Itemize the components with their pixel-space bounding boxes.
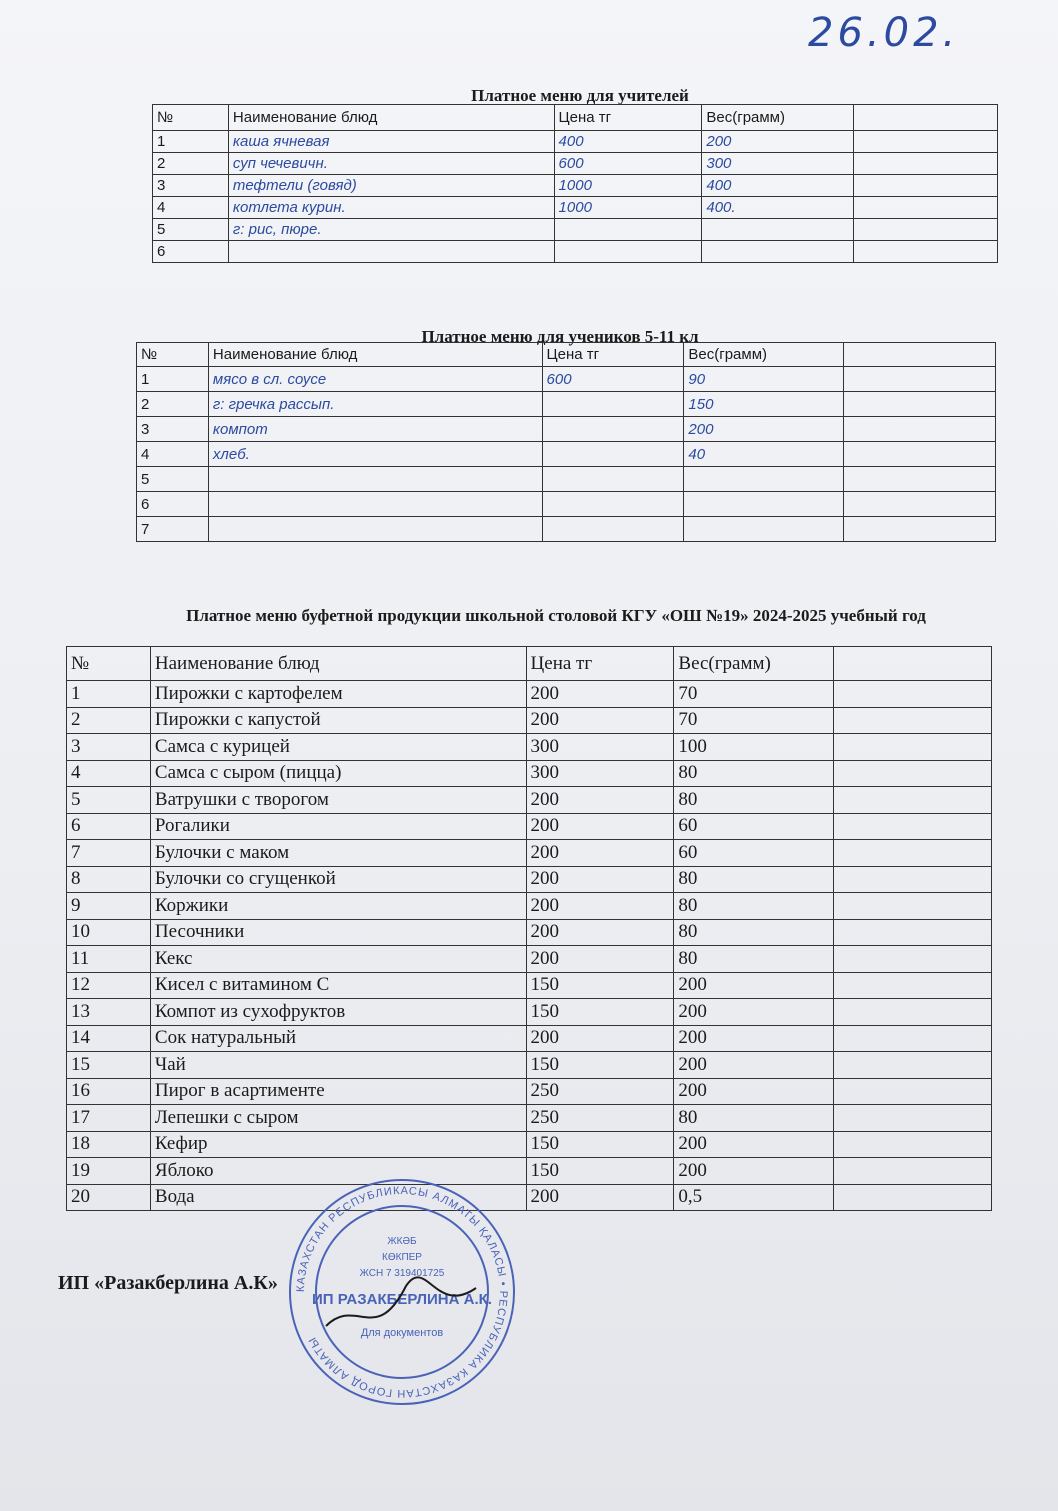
table-row (137, 492, 996, 517)
table-cell (228, 241, 554, 263)
table-row (153, 153, 998, 175)
table-cell: 5 (67, 787, 151, 814)
table-cell: Кисел с витамином С (150, 972, 526, 999)
table-cell: 100 (674, 734, 834, 761)
table-cell (834, 1131, 992, 1158)
table-row (67, 1184, 992, 1211)
table-cell (684, 517, 844, 542)
column-header: Наименование блюд (228, 105, 554, 131)
entrepreneur-signature-line: ИП «Разакберлина А.К» (58, 1272, 278, 1294)
table-cell: 200 (526, 813, 674, 840)
table-cell (554, 241, 702, 263)
table-cell (542, 492, 684, 517)
column-header: Вес(грамм) (674, 647, 834, 681)
table-cell: г: гречка рассып. (208, 392, 542, 417)
table-cell: Пирожки с капустой (150, 707, 526, 734)
students-menu-table (136, 342, 996, 542)
column-header: № (67, 647, 151, 681)
table-row (67, 919, 992, 946)
column-header (854, 105, 998, 131)
table-cell: 600 (542, 367, 684, 392)
table-cell: 200 (674, 1131, 834, 1158)
column-header: Вес(грамм) (702, 105, 854, 131)
table-cell (844, 417, 996, 442)
table-cell (684, 492, 844, 517)
table-cell (834, 840, 992, 867)
table-row (67, 760, 992, 787)
table-cell: 2 (153, 153, 229, 175)
table-cell: 2 (67, 707, 151, 734)
table-cell: Песочники (150, 919, 526, 946)
table-cell (834, 1025, 992, 1052)
table-cell: 200 (674, 1078, 834, 1105)
table-cell (844, 467, 996, 492)
table-cell: 300 (702, 153, 854, 175)
table-cell: Ватрушки с творогом (150, 787, 526, 814)
table-row (137, 442, 996, 467)
table-cell: Кекс (150, 946, 526, 973)
table-cell: 200 (526, 893, 674, 920)
table-cell (834, 893, 992, 920)
stamp-text: ЖСН 7 319401725 (359, 1268, 445, 1279)
table-cell (854, 175, 998, 197)
column-header: Цена тг (526, 647, 674, 681)
table-cell: 200 (674, 972, 834, 999)
table-row (67, 813, 992, 840)
table-cell: 80 (674, 1105, 834, 1132)
table-row (153, 241, 998, 263)
table-cell (834, 1184, 992, 1211)
table-cell: 2 (137, 392, 209, 417)
table-cell: Лепешки с сыром (150, 1105, 526, 1132)
table-cell: 200 (674, 999, 834, 1026)
table-cell (542, 442, 684, 467)
table-cell: 300 (526, 760, 674, 787)
table-cell: Самса с курицей (150, 734, 526, 761)
column-header (834, 647, 992, 681)
table-cell: 200 (526, 946, 674, 973)
table-cell: 400 (554, 131, 702, 153)
table-row (153, 131, 998, 153)
table-cell (834, 760, 992, 787)
table-cell: котлета курин. (228, 197, 554, 219)
table-cell: 4 (67, 760, 151, 787)
table-cell: 8 (67, 866, 151, 893)
table-cell (208, 467, 542, 492)
table-cell: 400 (702, 175, 854, 197)
table-cell: 200 (526, 707, 674, 734)
column-header: Наименование блюд (150, 647, 526, 681)
table-cell: 11 (67, 946, 151, 973)
stamp-text: КАЗАХСТАН РЕСПУБЛИКАСЫ АЛМАТЫ ҚАЛАСЫ • РЕСПУБЛИКА КАЗАХСТАН ГОРОД АЛМАТЫ (294, 1184, 510, 1400)
table-cell: Рогалики (150, 813, 526, 840)
table-cell (834, 1078, 992, 1105)
table-cell: 19 (67, 1158, 151, 1185)
column-header (844, 343, 996, 367)
table-row (67, 972, 992, 999)
table-cell: Пирог в асартименте (150, 1078, 526, 1105)
table-cell: 400. (702, 197, 854, 219)
table-cell: 4 (153, 197, 229, 219)
table-row (67, 1025, 992, 1052)
table-cell: Кефир (150, 1131, 526, 1158)
stamp-text: Для документов (360, 1327, 444, 1339)
table-cell: 200 (526, 866, 674, 893)
table-cell: суп чечевичн. (228, 153, 554, 175)
table-cell (834, 707, 992, 734)
buffet-menu-table (66, 646, 992, 1211)
table-cell (854, 219, 998, 241)
buffet-menu-title: Платное меню буфетной продукции школьной столовой КГУ «ОШ №19» 2024-2025 учебный год (186, 606, 926, 625)
table-cell: 1 (137, 367, 209, 392)
table-row (67, 787, 992, 814)
table-cell: 200 (526, 840, 674, 867)
teachers-menu-table (152, 104, 998, 263)
table-cell: 6 (153, 241, 229, 263)
column-header: № (137, 343, 209, 367)
table-cell: Чай (150, 1052, 526, 1079)
table-cell: каша ячневая (228, 131, 554, 153)
table-cell (844, 392, 996, 417)
table-cell: 3 (67, 734, 151, 761)
table-cell: 80 (674, 760, 834, 787)
table-cell: 150 (526, 972, 674, 999)
table-cell: 17 (67, 1105, 151, 1132)
table-row (67, 734, 992, 761)
stamp-text: КӨКПЕР (382, 1252, 422, 1263)
table-cell: Вода (150, 1184, 526, 1211)
column-header: Цена тг (542, 343, 684, 367)
table-cell (834, 972, 992, 999)
table-row (67, 1052, 992, 1079)
table-cell: 200 (526, 787, 674, 814)
table-cell: 7 (67, 840, 151, 867)
table-cell: тефтели (говяд) (228, 175, 554, 197)
table-cell: 200 (526, 1184, 674, 1211)
column-header: Вес(грамм) (684, 343, 844, 367)
company-seal-stamp (286, 1176, 518, 1408)
table-cell: Компот из сухофруктов (150, 999, 526, 1026)
table-cell: 80 (674, 787, 834, 814)
table-cell (834, 1052, 992, 1079)
table-cell: компот (208, 417, 542, 442)
table-cell (834, 946, 992, 973)
table-cell: 70 (674, 681, 834, 708)
table-row (67, 1158, 992, 1185)
table-row (67, 866, 992, 893)
table-cell: 80 (674, 866, 834, 893)
table-cell (834, 999, 992, 1026)
table-cell (834, 919, 992, 946)
table-cell: 150 (684, 392, 844, 417)
table-cell: 4 (137, 442, 209, 467)
table-cell (834, 681, 992, 708)
table-cell: 1000 (554, 197, 702, 219)
table-cell: 150 (526, 1131, 674, 1158)
table-cell (834, 1158, 992, 1185)
table-cell (542, 517, 684, 542)
table-cell: 0,5 (674, 1184, 834, 1211)
table-cell: 12 (67, 972, 151, 999)
table-cell (684, 467, 844, 492)
table-cell: Пирожки с картофелем (150, 681, 526, 708)
table-cell: 20 (67, 1184, 151, 1211)
table-cell: 250 (526, 1078, 674, 1105)
table-cell: 9 (67, 893, 151, 920)
table-cell: 200 (684, 417, 844, 442)
table-cell (542, 417, 684, 442)
table-cell: 80 (674, 946, 834, 973)
table-cell: 18 (67, 1131, 151, 1158)
teachers-menu-title: Платное меню для учителей (471, 86, 689, 105)
table-cell: Сок натуральный (150, 1025, 526, 1052)
stamp-text: ЖКӘБ (387, 1236, 417, 1247)
table-row (67, 893, 992, 920)
table-cell: 15 (67, 1052, 151, 1079)
table-cell: 7 (137, 517, 209, 542)
table-cell (208, 492, 542, 517)
table-cell (854, 197, 998, 219)
table-cell: 1 (67, 681, 151, 708)
table-cell: хлеб. (208, 442, 542, 467)
table-row (137, 392, 996, 417)
table-cell: 150 (526, 999, 674, 1026)
table-cell: 600 (554, 153, 702, 175)
table-header-row (137, 343, 996, 367)
table-cell (834, 1105, 992, 1132)
table-cell: Булочки со сгущенкой (150, 866, 526, 893)
table-cell: Самса с сыром (пицца) (150, 760, 526, 787)
table-row (153, 219, 998, 241)
table-cell: Булочки с маком (150, 840, 526, 867)
table-row (137, 517, 996, 542)
table-cell: 200 (674, 1052, 834, 1079)
table-header-row (67, 647, 992, 681)
table-cell: 13 (67, 999, 151, 1026)
table-row (67, 999, 992, 1026)
table-cell: 5 (153, 219, 229, 241)
table-cell: 60 (674, 840, 834, 867)
table-cell: 90 (684, 367, 844, 392)
table-row (67, 840, 992, 867)
table-row (153, 175, 998, 197)
table-cell (554, 219, 702, 241)
table-cell (542, 467, 684, 492)
table-cell: г: рис, пюре. (228, 219, 554, 241)
table-cell: 10 (67, 919, 151, 946)
table-row (67, 1131, 992, 1158)
table-cell: 200 (526, 1025, 674, 1052)
table-cell: мясо в сл. соусе (208, 367, 542, 392)
table-cell: 3 (137, 417, 209, 442)
table-cell (844, 367, 996, 392)
students-menu-title: Платное меню для учеников 5-11 кл (421, 327, 699, 346)
table-cell: 300 (526, 734, 674, 761)
table-cell (834, 734, 992, 761)
column-header: Цена тг (554, 105, 702, 131)
table-cell: 200 (674, 1025, 834, 1052)
table-row (67, 946, 992, 973)
table-cell: 16 (67, 1078, 151, 1105)
table-cell (854, 131, 998, 153)
table-cell (834, 866, 992, 893)
table-row (137, 467, 996, 492)
table-cell: 80 (674, 893, 834, 920)
table-cell: Яблоко (150, 1158, 526, 1185)
table-cell (702, 219, 854, 241)
table-cell: 1000 (554, 175, 702, 197)
table-cell: 6 (137, 492, 209, 517)
table-cell: 1 (153, 131, 229, 153)
table-cell: 5 (137, 467, 209, 492)
table-row (67, 1105, 992, 1132)
table-cell: 150 (526, 1158, 674, 1185)
table-header-row (153, 105, 998, 131)
table-cell: 200 (526, 919, 674, 946)
table-cell: 40 (684, 442, 844, 467)
table-cell (834, 813, 992, 840)
table-cell: 3 (153, 175, 229, 197)
table-cell: 250 (526, 1105, 674, 1132)
table-cell (542, 392, 684, 417)
table-cell: 200 (526, 681, 674, 708)
table-cell: 200 (674, 1158, 834, 1185)
table-cell (854, 241, 998, 263)
table-cell: 150 (526, 1052, 674, 1079)
table-cell: 60 (674, 813, 834, 840)
table-cell (844, 517, 996, 542)
table-cell (854, 153, 998, 175)
table-cell: 80 (674, 919, 834, 946)
table-row (67, 1078, 992, 1105)
table-cell (844, 492, 996, 517)
column-header: Наименование блюд (208, 343, 542, 367)
table-row (153, 197, 998, 219)
table-row (137, 417, 996, 442)
table-cell: 6 (67, 813, 151, 840)
table-cell: 70 (674, 707, 834, 734)
table-cell (208, 517, 542, 542)
stamp-text: ИП РАЗАКБЕРЛИНА А.К. (312, 1291, 492, 1308)
table-cell: Коржики (150, 893, 526, 920)
handwritten-date: 26.02. (808, 10, 960, 56)
table-cell (702, 241, 854, 263)
table-row (67, 707, 992, 734)
table-cell (844, 442, 996, 467)
table-row (67, 681, 992, 708)
table-row (137, 367, 996, 392)
table-cell: 200 (702, 131, 854, 153)
table-cell: 14 (67, 1025, 151, 1052)
column-header: № (153, 105, 229, 131)
table-cell (834, 787, 992, 814)
